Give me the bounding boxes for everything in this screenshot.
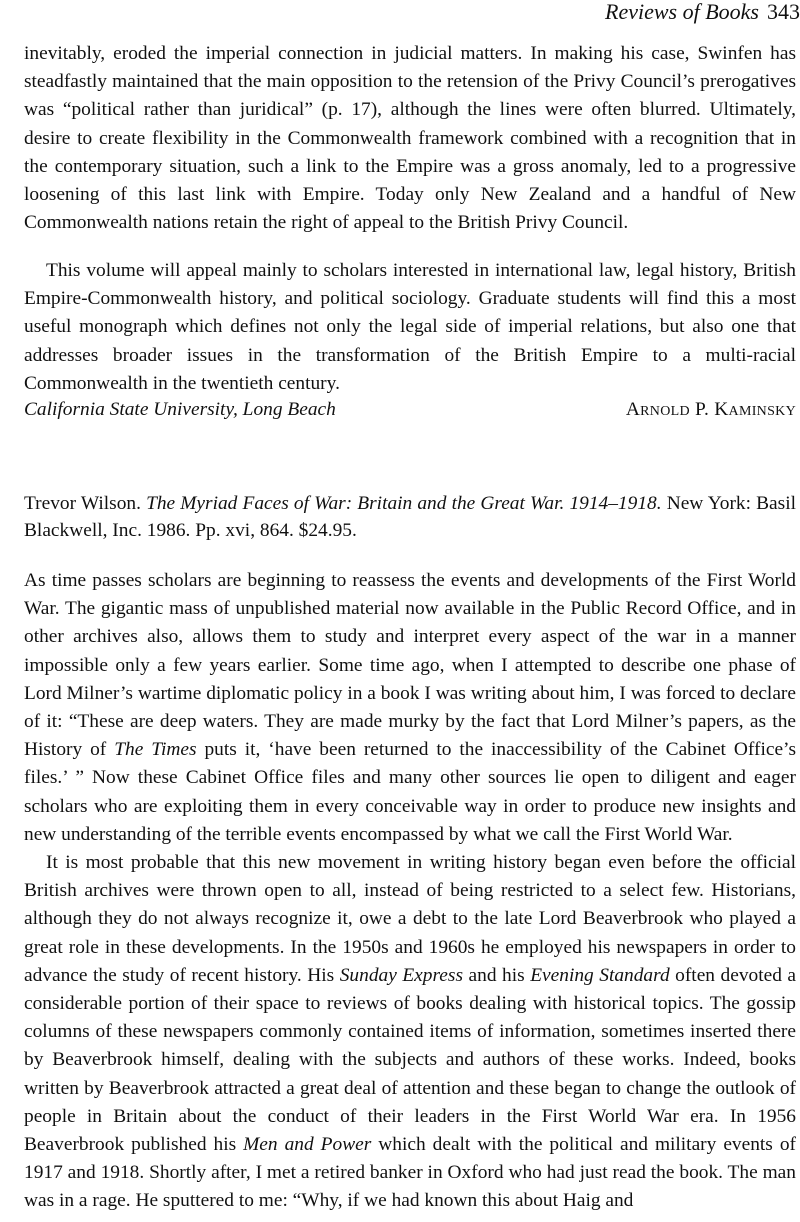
review-p2-text-a: It is most probable that this new movement in writing history began even before the official British archives were thrown open to all, instead of being restricted to a select few. Historians, although they do not always recognize it, owe a debt to the late Lord Beaverbrook who played a great role in these developments. In the 1950s and 1960s he employed his newspapers in order to advance the study of recent history. His: [24, 852, 796, 986]
review-p1-text-c: puts it, ‘have been returned to the inaccessibility of the Cabinet Office’s files.’ ” Now these Cabinet Office files and many other sources lie open to diligent and eager scholars who are exploiting them in every conceivable way in order to produce new insights and new understanding of the terrible events encompassed by what we call the First World War.: [24, 739, 796, 845]
review-p2-italic-evening-standard: Evening Standard: [530, 964, 670, 986]
review-p2-italic-men-and-power: Men and Power: [243, 1134, 372, 1156]
paragraph-appeal: This volume will appeal mainly to scholars interested in international law, legal history, British Empire-Commonwealth history, and political sociology. Graduate students will find this a most useful monograph which defines not only the legal side of imperial relations, but also one that addresses broader issues in the transformation of the British Empire to a multi-racial Commonwealth in the twentieth century.: [24, 260, 796, 394]
review-p1-text-a: As time passes scholars are beginning to reassess the events and developments of the First World War. The gigantic mass of unpublished material now available in the Public Record Office, and in other archives also, allows them to study and interpret every aspect of the war in a manner impossible only a few years earlier. Some time ago, when I attempted to describe one phase of Lord Milner’s wartime diplomatic policy in a book I was writing about him, I was forced to declare of it: “These are deep waters. They are made murky by the fact that Lord Milner’s papers, as the History of: [24, 570, 796, 761]
page-number: 343: [767, 0, 800, 24]
book-citation: [24, 490, 796, 544]
review-p2-text-g: which dealt with the political and military events of 1917 and 1918. Shortly after, I met a retired banker in Oxford who had just read the book. The man was in a rage. He sputtered to me: “Why, if we had known this about Haig and: [24, 1134, 796, 1212]
book-title: The Myriad Faces of War: Britain and the Great War. 1914–1918.: [146, 493, 662, 514]
review-signature: [24, 397, 796, 423]
review-p2-italic-sunday-express: Sunday Express: [339, 964, 464, 986]
running-head: [605, 0, 800, 24]
review-p1-italic-the-times: The Times: [114, 739, 197, 761]
reviewer-institution: California State University, Long Beach: [24, 399, 336, 420]
reviewer-name: Arnold P. Kaminsky: [625, 399, 796, 420]
book-author: Trevor Wilson.: [24, 493, 141, 514]
book-publication: New York: Basil Blackwell, Inc. 1986. Pp. xvi, 864. $24.95.: [24, 493, 796, 541]
review-p2-text-c: and his: [463, 964, 531, 986]
paragraph-continued: inevitably, eroded the imperial connection in judicial matters. In making his case, Swinfen has steadfastly maintained that the main opposition to the retension of the Privy Council’s prerogatives was “political rather than juridical” (p. 17), although the lines were often blurred. Ultimately, desire to create flexibility in the Commonwealth framework combined with a recognition that in the contemporary situation, such a link to the Empire was a gross anomaly, led to a progressive loosening of this last link with Empire. Today only New Zealand and a handful of New Commonwealth nations retain the right of appeal to the British Privy Council.: [24, 43, 796, 234]
running-head-title: Reviews of Books: [605, 0, 759, 24]
review-p2-text-e: often devoted a considerable portion of their space to reviews of books dealing with historical topics. The gossip columns of these newspapers commonly contained items of information, sometimes inserted there by Beaverbrook himself, dealing with the subjects and authors of these works. Indeed, books written by Beaverbrook attracted a great deal of attention and these began to change the outlook of people in Britain about the conduct of their leaders in the First World War era. In 1956 Beaverbrook published his: [24, 964, 797, 1156]
review-paragraph-2: [24, 849, 796, 1216]
review-paragraph-1: [24, 567, 796, 849]
